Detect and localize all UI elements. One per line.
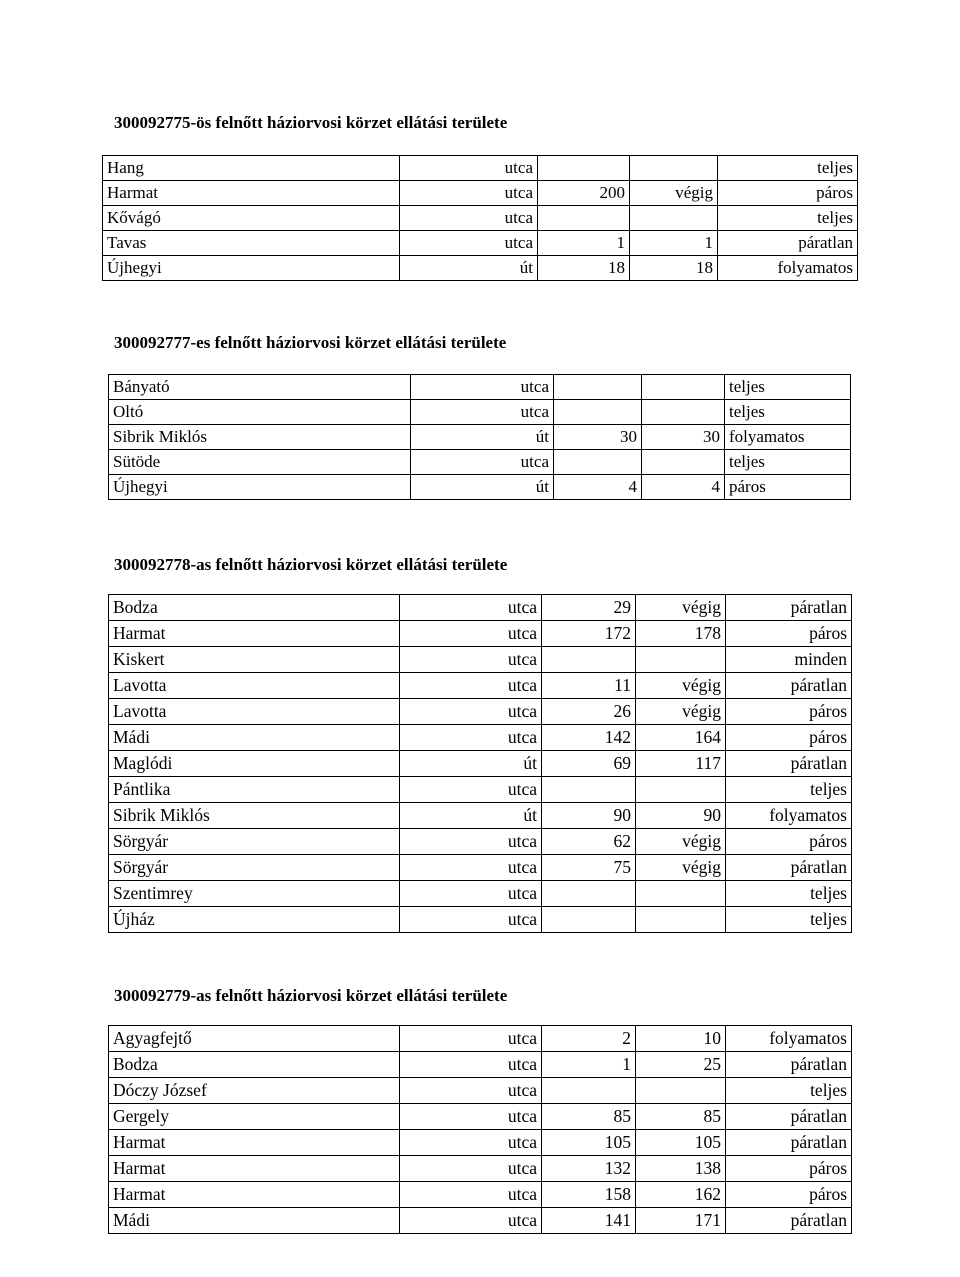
table-row xyxy=(103,256,858,281)
parity-cell: páros xyxy=(725,475,851,500)
section-title-1: 300092775-ös felnőtt háziorvosi körzet ellátási területe xyxy=(114,113,508,132)
parity-cell: folyamatos xyxy=(726,1026,852,1052)
parity-cell: páratlan xyxy=(726,595,852,621)
parity-cell: teljes xyxy=(725,450,851,475)
street-type-cell: utca xyxy=(400,725,542,751)
house-number-to-cell xyxy=(636,647,726,673)
house-number-from-cell xyxy=(542,907,636,933)
house-number-from-cell: 1 xyxy=(538,231,630,256)
street-name-cell: Harmat xyxy=(109,1130,400,1156)
house-number-to-cell: 18 xyxy=(630,256,718,281)
parity-cell: minden xyxy=(726,647,852,673)
street-name-cell: Lavotta xyxy=(109,673,400,699)
house-number-from-cell: 158 xyxy=(542,1182,636,1208)
street-name-cell: Tavas xyxy=(103,231,400,256)
table-row xyxy=(109,475,851,500)
street-name-cell: Sörgyár xyxy=(109,829,400,855)
street-type-cell: utca xyxy=(400,1104,542,1130)
street-name-cell: Harmat xyxy=(109,1156,400,1182)
street-name-cell: Sibrik Miklós xyxy=(109,803,400,829)
street-type-cell: utca xyxy=(400,1052,542,1078)
table-row xyxy=(109,907,852,933)
street-name-cell: Bányató xyxy=(109,375,411,400)
street-type-cell: utca xyxy=(400,1026,542,1052)
street-type-cell: utca xyxy=(400,881,542,907)
street-type-cell: utca xyxy=(400,855,542,881)
table-row xyxy=(109,647,852,673)
street-name-cell: Harmat xyxy=(109,1182,400,1208)
parity-cell: páratlan xyxy=(726,751,852,777)
house-number-from-cell: 18 xyxy=(538,256,630,281)
house-number-from-cell xyxy=(542,881,636,907)
street-name-cell: Újhegyi xyxy=(109,475,411,500)
house-number-to-cell: 25 xyxy=(636,1052,726,1078)
street-type-cell: út xyxy=(400,751,542,777)
parity-cell: teljes xyxy=(725,375,851,400)
street-name-cell: Lavotta xyxy=(109,699,400,725)
house-number-to-cell xyxy=(636,907,726,933)
table-row xyxy=(103,206,858,231)
parity-cell: teljes xyxy=(726,1078,852,1104)
house-number-to-cell xyxy=(642,450,725,475)
parity-cell: teljes xyxy=(718,206,858,231)
street-type-cell: utca xyxy=(400,1078,542,1104)
table-row xyxy=(109,595,852,621)
house-number-from-cell: 142 xyxy=(542,725,636,751)
street-type-cell: út xyxy=(400,803,542,829)
house-number-to-cell xyxy=(642,375,725,400)
parity-cell: folyamatos xyxy=(726,803,852,829)
table-row xyxy=(109,673,852,699)
street-name-cell: Oltó xyxy=(109,400,411,425)
house-number-to-cell: 1 xyxy=(630,231,718,256)
parity-cell: páratlan xyxy=(726,1052,852,1078)
table-row xyxy=(109,400,851,425)
house-number-to-cell: végig xyxy=(636,673,726,699)
table-row xyxy=(109,1052,852,1078)
house-number-to-cell: 164 xyxy=(636,725,726,751)
street-type-cell: utca xyxy=(400,621,542,647)
house-number-to-cell: 4 xyxy=(642,475,725,500)
table-row xyxy=(103,181,858,206)
house-number-from-cell: 26 xyxy=(542,699,636,725)
house-number-to-cell: 10 xyxy=(636,1026,726,1052)
table-row xyxy=(109,881,852,907)
street-name-cell: Harmat xyxy=(109,621,400,647)
house-number-to-cell: 30 xyxy=(642,425,725,450)
table-row xyxy=(109,725,852,751)
parity-cell: teljes xyxy=(718,156,858,181)
parity-cell: páros xyxy=(726,1182,852,1208)
table-row xyxy=(109,1078,852,1104)
street-name-cell: Hang xyxy=(103,156,400,181)
street-name-cell: Pántlika xyxy=(109,777,400,803)
street-type-cell: utca xyxy=(400,1182,542,1208)
parity-cell: páratlan xyxy=(718,231,858,256)
house-number-to-cell: 117 xyxy=(636,751,726,777)
parity-cell: teljes xyxy=(726,907,852,933)
table-row xyxy=(109,829,852,855)
house-number-to-cell xyxy=(630,206,718,231)
house-number-from-cell xyxy=(542,777,636,803)
parity-cell: páratlan xyxy=(726,1208,852,1234)
house-number-to-cell: 138 xyxy=(636,1156,726,1182)
table-row xyxy=(103,231,858,256)
table-row xyxy=(109,699,852,725)
table-row xyxy=(109,777,852,803)
house-number-from-cell: 11 xyxy=(542,673,636,699)
street-name-cell: Bodza xyxy=(109,595,400,621)
house-number-from-cell: 172 xyxy=(542,621,636,647)
section-title-3: 300092778-as felnőtt háziorvosi körzet ellátási területe xyxy=(114,555,508,574)
table-row xyxy=(109,1182,852,1208)
house-number-from-cell: 132 xyxy=(542,1156,636,1182)
parity-cell: páros xyxy=(726,699,852,725)
house-number-from-cell xyxy=(542,1078,636,1104)
street-name-cell: Bodza xyxy=(109,1052,400,1078)
house-number-from-cell xyxy=(554,375,642,400)
street-type-cell: utca xyxy=(400,206,538,231)
parity-cell: páros xyxy=(726,829,852,855)
street-name-cell: Maglódi xyxy=(109,751,400,777)
house-number-to-cell xyxy=(642,400,725,425)
house-number-from-cell: 90 xyxy=(542,803,636,829)
street-type-cell: utca xyxy=(400,699,542,725)
section-title-2: 300092777-es felnőtt háziorvosi körzet ellátási területe xyxy=(114,333,507,352)
house-number-to-cell: 105 xyxy=(636,1130,726,1156)
area-table-1 xyxy=(102,155,858,281)
street-name-cell: Agyagfejtő xyxy=(109,1026,400,1052)
parity-cell: páros xyxy=(726,1156,852,1182)
street-type-cell: utca xyxy=(411,450,554,475)
house-number-from-cell: 2 xyxy=(542,1026,636,1052)
parity-cell: páratlan xyxy=(726,673,852,699)
street-name-cell: Mádi xyxy=(109,725,400,751)
house-number-to-cell xyxy=(636,777,726,803)
table-row xyxy=(109,803,852,829)
house-number-to-cell: végig xyxy=(630,181,718,206)
parity-cell: páros xyxy=(726,621,852,647)
street-type-cell: utca xyxy=(400,156,538,181)
table-row xyxy=(109,1104,852,1130)
table-row xyxy=(109,375,851,400)
street-type-cell: út xyxy=(411,475,554,500)
house-number-from-cell: 4 xyxy=(554,475,642,500)
table-row xyxy=(103,156,858,181)
area-table-2 xyxy=(108,374,851,500)
table-row xyxy=(109,1026,852,1052)
street-type-cell: utca xyxy=(400,1130,542,1156)
house-number-to-cell: végig xyxy=(636,855,726,881)
house-number-to-cell: végig xyxy=(636,829,726,855)
street-type-cell: utca xyxy=(411,400,554,425)
street-name-cell: Gergely xyxy=(109,1104,400,1130)
street-type-cell: út xyxy=(411,425,554,450)
table-row xyxy=(109,621,852,647)
house-number-from-cell: 200 xyxy=(538,181,630,206)
parity-cell: páratlan xyxy=(726,1104,852,1130)
house-number-to-cell: 178 xyxy=(636,621,726,647)
house-number-to-cell xyxy=(636,1078,726,1104)
parity-cell: folyamatos xyxy=(718,256,858,281)
area-table-4 xyxy=(108,1025,852,1234)
table-row xyxy=(109,450,851,475)
house-number-to-cell: 90 xyxy=(636,803,726,829)
house-number-to-cell: végig xyxy=(636,699,726,725)
house-number-from-cell: 29 xyxy=(542,595,636,621)
parity-cell: folyamatos xyxy=(725,425,851,450)
house-number-from-cell: 62 xyxy=(542,829,636,855)
table-row xyxy=(109,425,851,450)
house-number-to-cell: 85 xyxy=(636,1104,726,1130)
house-number-from-cell: 75 xyxy=(542,855,636,881)
house-number-from-cell xyxy=(554,400,642,425)
street-type-cell: utca xyxy=(400,595,542,621)
table-row xyxy=(109,751,852,777)
section-title-4: 300092779-as felnőtt háziorvosi körzet ellátási területe xyxy=(114,986,508,1005)
street-type-cell: út xyxy=(400,256,538,281)
street-type-cell: utca xyxy=(400,181,538,206)
house-number-from-cell: 105 xyxy=(542,1130,636,1156)
street-name-cell: Újház xyxy=(109,907,400,933)
street-name-cell: Szentimrey xyxy=(109,881,400,907)
street-type-cell: utca xyxy=(400,829,542,855)
house-number-from-cell: 141 xyxy=(542,1208,636,1234)
street-type-cell: utca xyxy=(400,777,542,803)
street-type-cell: utca xyxy=(400,673,542,699)
street-name-cell: Kiskert xyxy=(109,647,400,673)
house-number-to-cell xyxy=(636,881,726,907)
street-type-cell: utca xyxy=(400,231,538,256)
house-number-from-cell xyxy=(538,156,630,181)
house-number-to-cell xyxy=(630,156,718,181)
street-type-cell: utca xyxy=(400,907,542,933)
street-name-cell: Dóczy József xyxy=(109,1078,400,1104)
table-row xyxy=(109,1156,852,1182)
parity-cell: páros xyxy=(718,181,858,206)
parity-cell: páratlan xyxy=(726,1130,852,1156)
parity-cell: páratlan xyxy=(726,855,852,881)
street-name-cell: Sibrik Miklós xyxy=(109,425,411,450)
street-name-cell: Harmat xyxy=(103,181,400,206)
house-number-from-cell xyxy=(538,206,630,231)
street-name-cell: Mádi xyxy=(109,1208,400,1234)
parity-cell: teljes xyxy=(726,777,852,803)
table-row xyxy=(109,855,852,881)
street-type-cell: utca xyxy=(400,1156,542,1182)
house-number-to-cell: 171 xyxy=(636,1208,726,1234)
street-name-cell: Sörgyár xyxy=(109,855,400,881)
house-number-to-cell: 162 xyxy=(636,1182,726,1208)
house-number-from-cell xyxy=(542,647,636,673)
house-number-from-cell: 30 xyxy=(554,425,642,450)
street-name-cell: Kővágó xyxy=(103,206,400,231)
house-number-from-cell: 69 xyxy=(542,751,636,777)
street-name-cell: Sütöde xyxy=(109,450,411,475)
street-type-cell: utca xyxy=(400,1208,542,1234)
parity-cell: páros xyxy=(726,725,852,751)
parity-cell: teljes xyxy=(725,400,851,425)
street-type-cell: utca xyxy=(411,375,554,400)
table-row xyxy=(109,1130,852,1156)
parity-cell: teljes xyxy=(726,881,852,907)
house-number-to-cell: végig xyxy=(636,595,726,621)
house-number-from-cell: 1 xyxy=(542,1052,636,1078)
street-type-cell: utca xyxy=(400,647,542,673)
area-table-3 xyxy=(108,594,852,933)
table-row xyxy=(109,1208,852,1234)
house-number-from-cell xyxy=(554,450,642,475)
house-number-from-cell: 85 xyxy=(542,1104,636,1130)
street-name-cell: Újhegyi xyxy=(103,256,400,281)
